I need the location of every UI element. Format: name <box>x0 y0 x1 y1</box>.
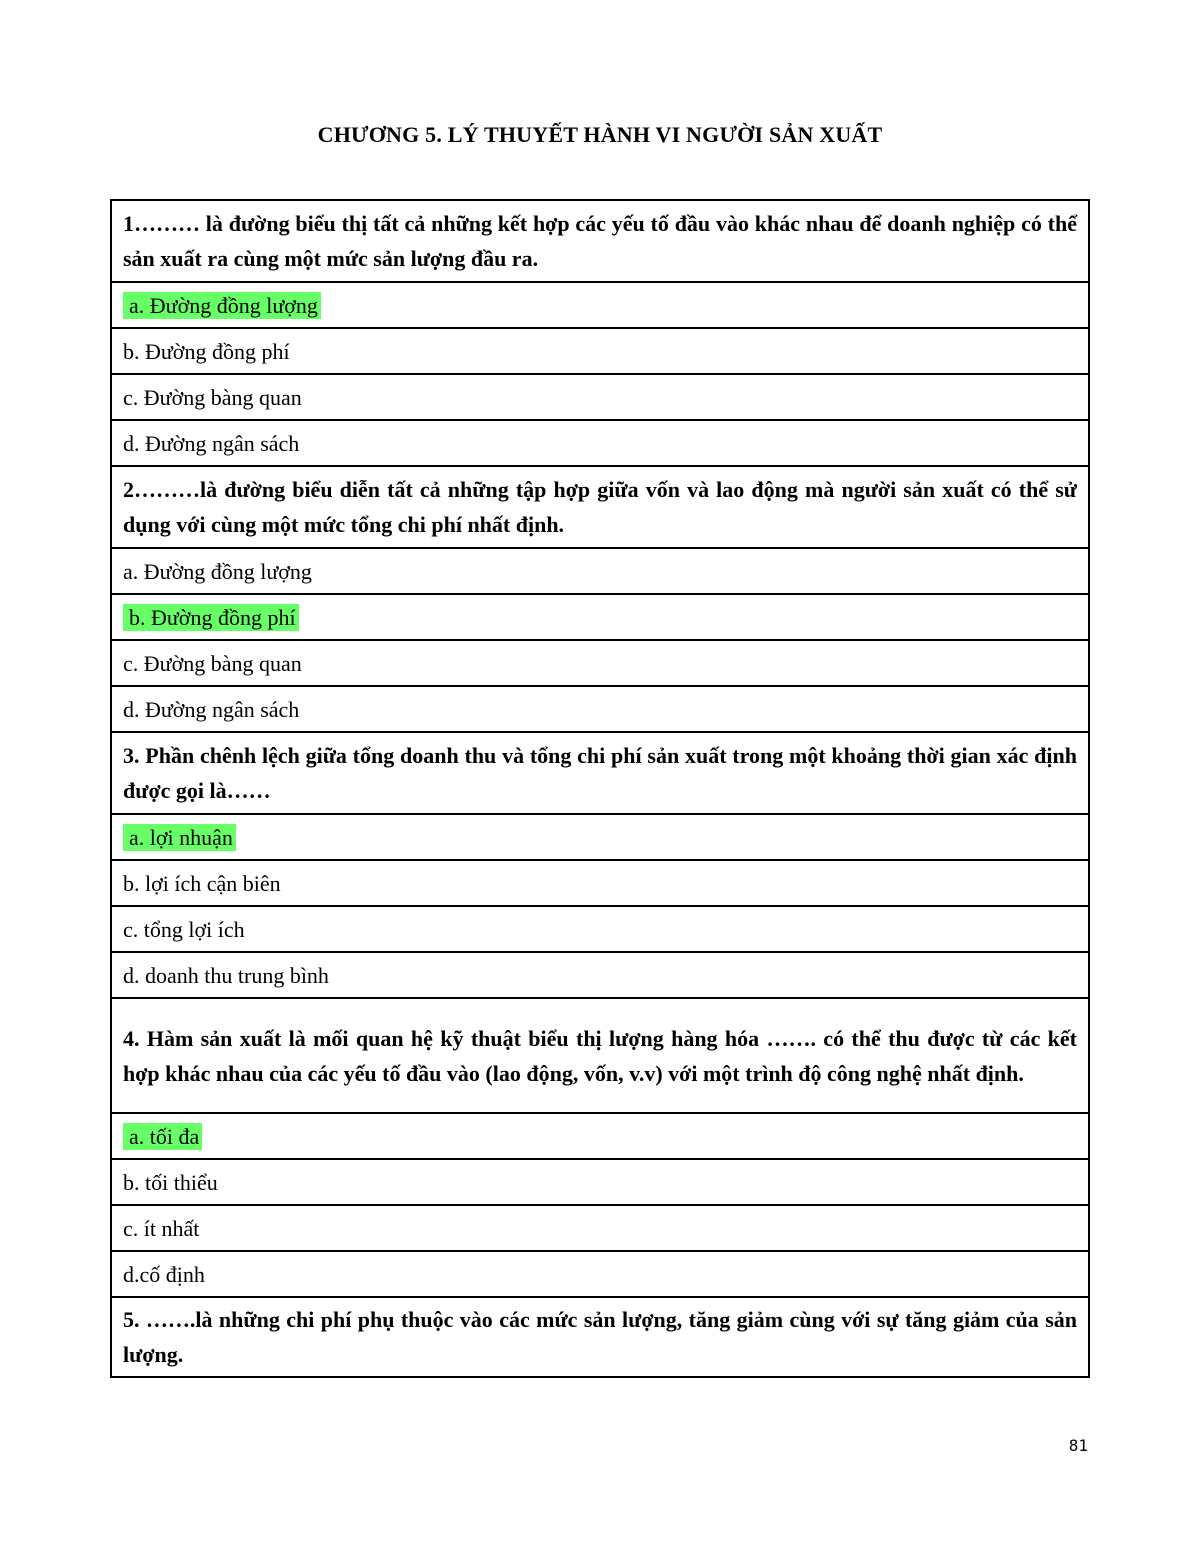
question-text: 3. Phần chênh lệch giữa tổng doanh thu và tổng chi phí sản xuất trong một khoảng thời gian xác định được gọi là…… <box>123 743 1077 803</box>
correct-answer-option: a. Đường đồng lượng <box>123 292 321 319</box>
option-row <box>111 640 1089 686</box>
option-row <box>111 420 1089 466</box>
option-cell <box>111 328 1089 374</box>
option-row <box>111 1159 1089 1205</box>
option-cell <box>111 906 1089 952</box>
question-table <box>110 199 1090 1378</box>
option-cell <box>111 1113 1089 1159</box>
option-cell <box>111 640 1089 686</box>
option-cell <box>111 594 1089 640</box>
option-row <box>111 548 1089 594</box>
answer-option: c. Đường bàng quan <box>123 384 302 410</box>
option-cell <box>111 548 1089 594</box>
question-text: 5. …….là những chi phí phụ thuộc vào các mức sản lượng, tăng giảm cùng với sự tăng giảm của sản lượng. <box>123 1307 1077 1367</box>
question-cell <box>111 1297 1089 1377</box>
answer-option: b. Đường đồng phí <box>123 338 290 364</box>
question-cell <box>111 732 1089 814</box>
option-row <box>111 814 1089 860</box>
answer-option: b. tối thiểu <box>123 1169 218 1195</box>
answer-option: c. tổng lợi ích <box>123 916 245 942</box>
question-row <box>111 732 1089 814</box>
option-row <box>111 328 1089 374</box>
question-row <box>111 200 1089 282</box>
question-text: 1……… là đường biểu thị tất cả những kết hợp các yếu tố đầu vào khác nhau để doanh nghiệp có thể sản xuất ra cùng một mức sản lượng đầu ra. <box>123 211 1077 271</box>
answer-option: d. Đường ngân sách <box>123 696 300 722</box>
option-cell <box>111 952 1089 998</box>
option-row <box>111 686 1089 732</box>
answer-option: d. doanh thu trung bình <box>123 962 329 988</box>
option-cell <box>111 374 1089 420</box>
correct-answer-option: a. tối đa <box>123 1123 202 1150</box>
question-cell <box>111 466 1089 548</box>
page-title: CHƯƠNG 5. LÝ THUYẾT HÀNH VI NGƯỜI SẢN XUẤT <box>317 122 883 147</box>
option-cell <box>111 686 1089 732</box>
answer-option: c. ít nhất <box>123 1215 200 1241</box>
answer-option: d.cố định <box>123 1261 205 1287</box>
question-row <box>111 1297 1089 1377</box>
answer-option: b. lợi ích cận biên <box>123 870 281 896</box>
option-cell <box>111 282 1089 328</box>
question-row <box>111 466 1089 548</box>
option-cell <box>111 860 1089 906</box>
question-row <box>111 998 1089 1113</box>
option-row <box>111 906 1089 952</box>
option-cell <box>111 1205 1089 1251</box>
option-row <box>111 374 1089 420</box>
option-row <box>111 594 1089 640</box>
option-row <box>111 282 1089 328</box>
option-row <box>111 1113 1089 1159</box>
correct-answer-option: b. Đường đồng phí <box>123 604 299 631</box>
answer-option: d. Đường ngân sách <box>123 430 300 456</box>
option-cell <box>111 814 1089 860</box>
option-cell <box>111 1251 1089 1297</box>
page-number: 81 <box>1068 1436 1088 1455</box>
option-row <box>111 860 1089 906</box>
option-row <box>111 952 1089 998</box>
answer-option: a. Đường đồng lượng <box>123 558 312 584</box>
answer-option: c. Đường bàng quan <box>123 650 302 676</box>
option-row <box>111 1251 1089 1297</box>
correct-answer-option: a. lợi nhuận <box>123 824 236 851</box>
question-cell <box>111 200 1089 282</box>
question-text: 4. Hàm sản xuất là mối quan hệ kỹ thuật biểu thị lượng hàng hóa ……. có thể thu được từ các kết hợp khác nhau của các yếu tố đầu vào (lao động, vốn, v.v) với một trình độ công nghệ nhất định. <box>123 1025 1077 1086</box>
option-row <box>111 1205 1089 1251</box>
option-cell <box>111 420 1089 466</box>
option-cell <box>111 1159 1089 1205</box>
question-text: 2………là đường biểu diễn tất cả những tập hợp giữa vốn và lao động mà người sản xuất có thể sử dụng với cùng một mức tổng chi phí nhất định. <box>123 477 1077 537</box>
question-cell <box>111 998 1089 1113</box>
